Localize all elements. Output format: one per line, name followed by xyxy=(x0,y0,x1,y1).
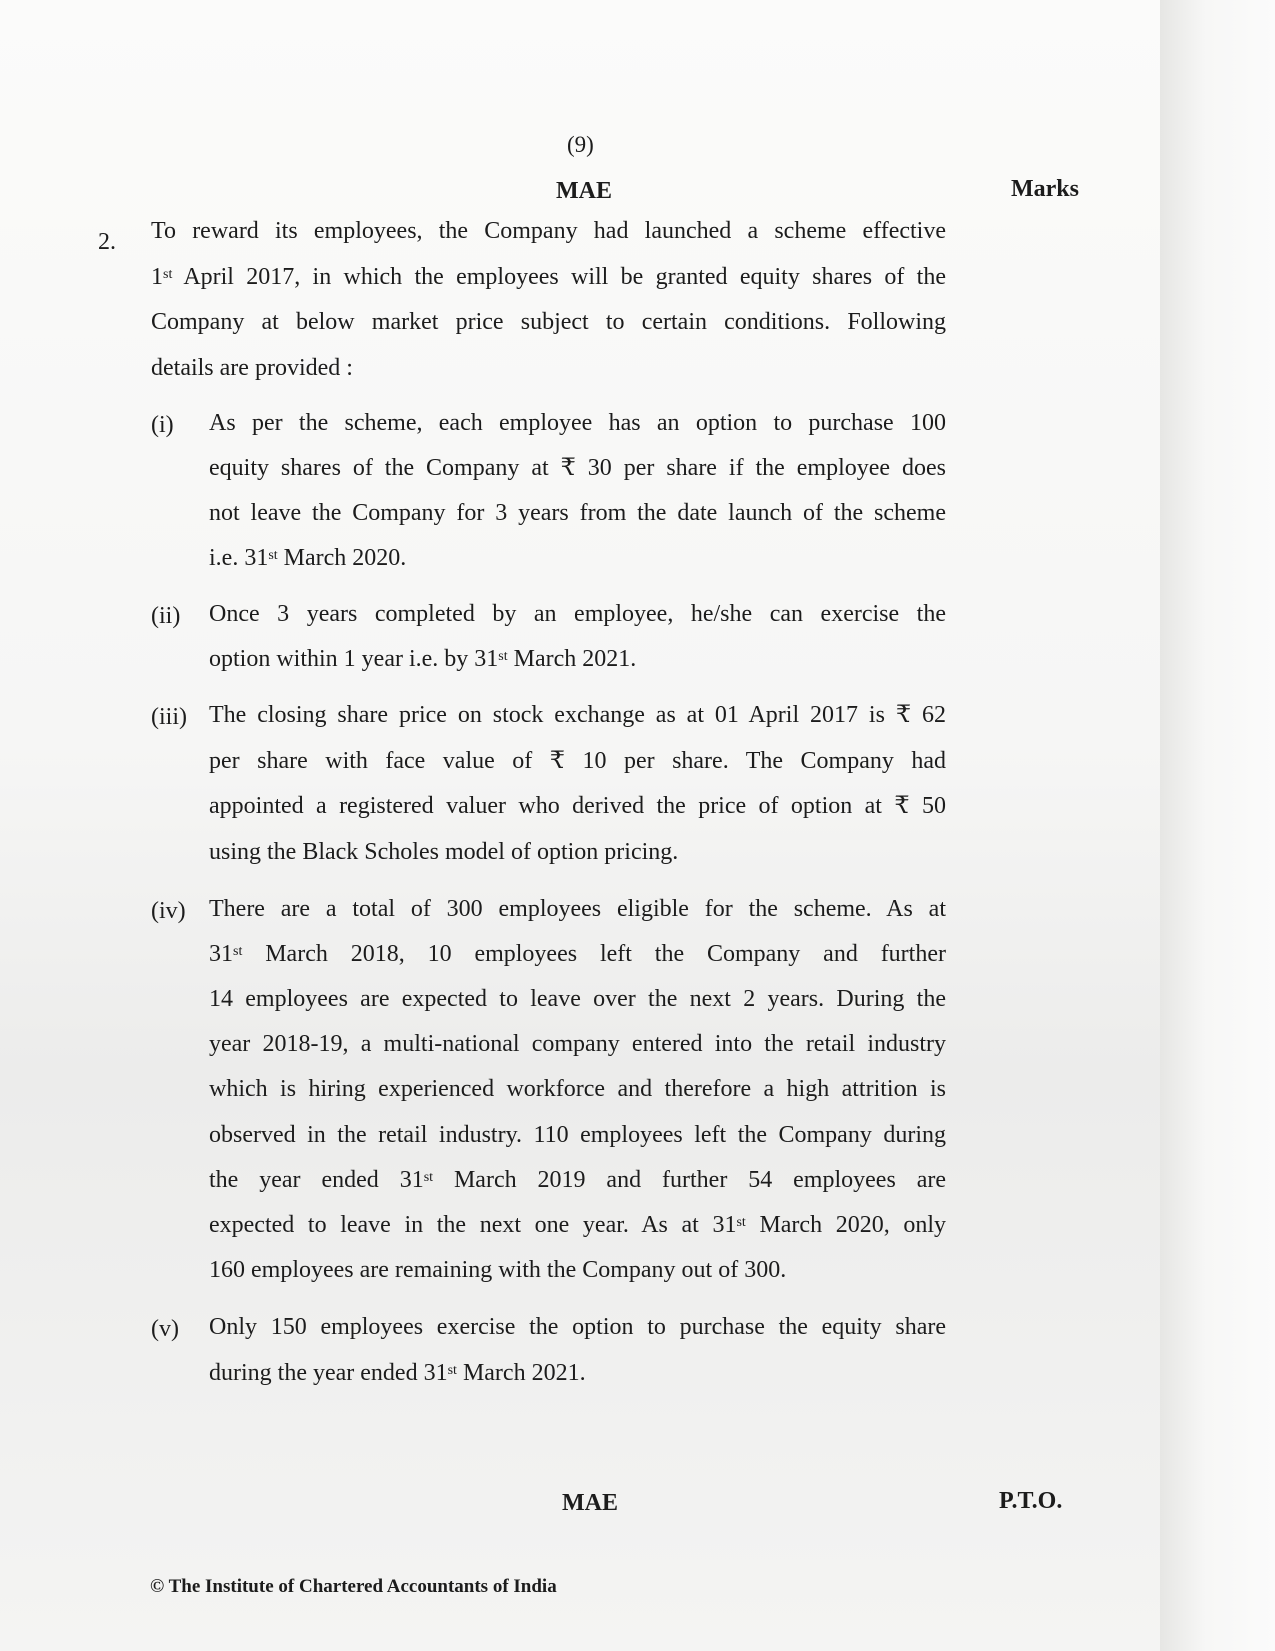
item-line: observed in the retail industry. 110 employees left the Company during xyxy=(209,1122,946,1148)
item-line: i.e. 31st March 2020. xyxy=(209,545,407,571)
intro-line: To reward its employees, the Company had launched a scheme effective xyxy=(151,218,946,244)
item-label: (i) xyxy=(151,412,174,438)
item-line: Only 150 employees exercise the option to purchase the equity share xyxy=(209,1314,946,1340)
copyright-notice: © The Institute of Chartered Accountants of India xyxy=(150,1576,557,1597)
paper-code-header: MAE xyxy=(556,178,612,204)
page-number: (9) xyxy=(567,132,594,157)
item-line: 160 employees are remaining with the Company out of 300. xyxy=(209,1257,787,1283)
marks-heading: Marks xyxy=(1011,176,1079,202)
item-line: using the Black Scholes model of option pricing. xyxy=(209,839,679,865)
item-label: (v) xyxy=(151,1316,179,1342)
item-label: (ii) xyxy=(151,603,181,629)
item-label: (iv) xyxy=(151,898,186,924)
item-line: not leave the Company for 3 years from the date launch of the scheme xyxy=(209,500,946,526)
item-line: option within 1 year i.e. by 31st March 2021. xyxy=(209,646,637,672)
item-line: There are a total of 300 employees eligible for the scheme. As at xyxy=(209,896,946,922)
question-number: 2. xyxy=(98,229,116,255)
item-line: The closing share price on stock exchange as at 01 April 2017 is ₹ 62 xyxy=(209,702,946,728)
item-line: As per the scheme, each employee has an option to purchase 100 xyxy=(209,410,946,436)
item-line: expected to leave in the next one year. As at 31st March 2020, only xyxy=(209,1212,947,1238)
item-line: equity shares of the Company at ₹ 30 per share if the employee does xyxy=(209,455,946,481)
scanner-edge xyxy=(1160,0,1275,1651)
paper-code-footer: MAE xyxy=(562,1490,618,1516)
item-line: which is hiring experienced workforce and therefore a high attrition is xyxy=(209,1076,946,1102)
item-line: 14 employees are expected to leave over the next 2 years. During the xyxy=(209,986,946,1012)
item-line: appointed a registered valuer who derived the price of option at ₹ 50 xyxy=(209,793,946,819)
item-line: 31st March 2018, 10 employees left the Company and further xyxy=(209,941,946,967)
intro-line: 1st April 2017, in which the employees will be granted equity shares of the xyxy=(151,264,946,290)
item-line: the year ended 31st March 2019 and further 54 employees are xyxy=(209,1167,946,1193)
item-line: per share with face value of ₹ 10 per share. The Company had xyxy=(209,748,946,774)
intro-line: Company at below market price subject to certain conditions. Following xyxy=(151,309,946,335)
item-line: Once 3 years completed by an employee, he/she can exercise the xyxy=(209,601,946,627)
intro-line: details are provided : xyxy=(151,355,353,381)
item-label: (iii) xyxy=(151,704,187,730)
item-line: during the year ended 31st March 2021. xyxy=(209,1360,586,1386)
pto-label: P.T.O. xyxy=(999,1488,1063,1514)
item-line: year 2018-19, a multi-national company entered into the retail industry xyxy=(209,1031,946,1057)
